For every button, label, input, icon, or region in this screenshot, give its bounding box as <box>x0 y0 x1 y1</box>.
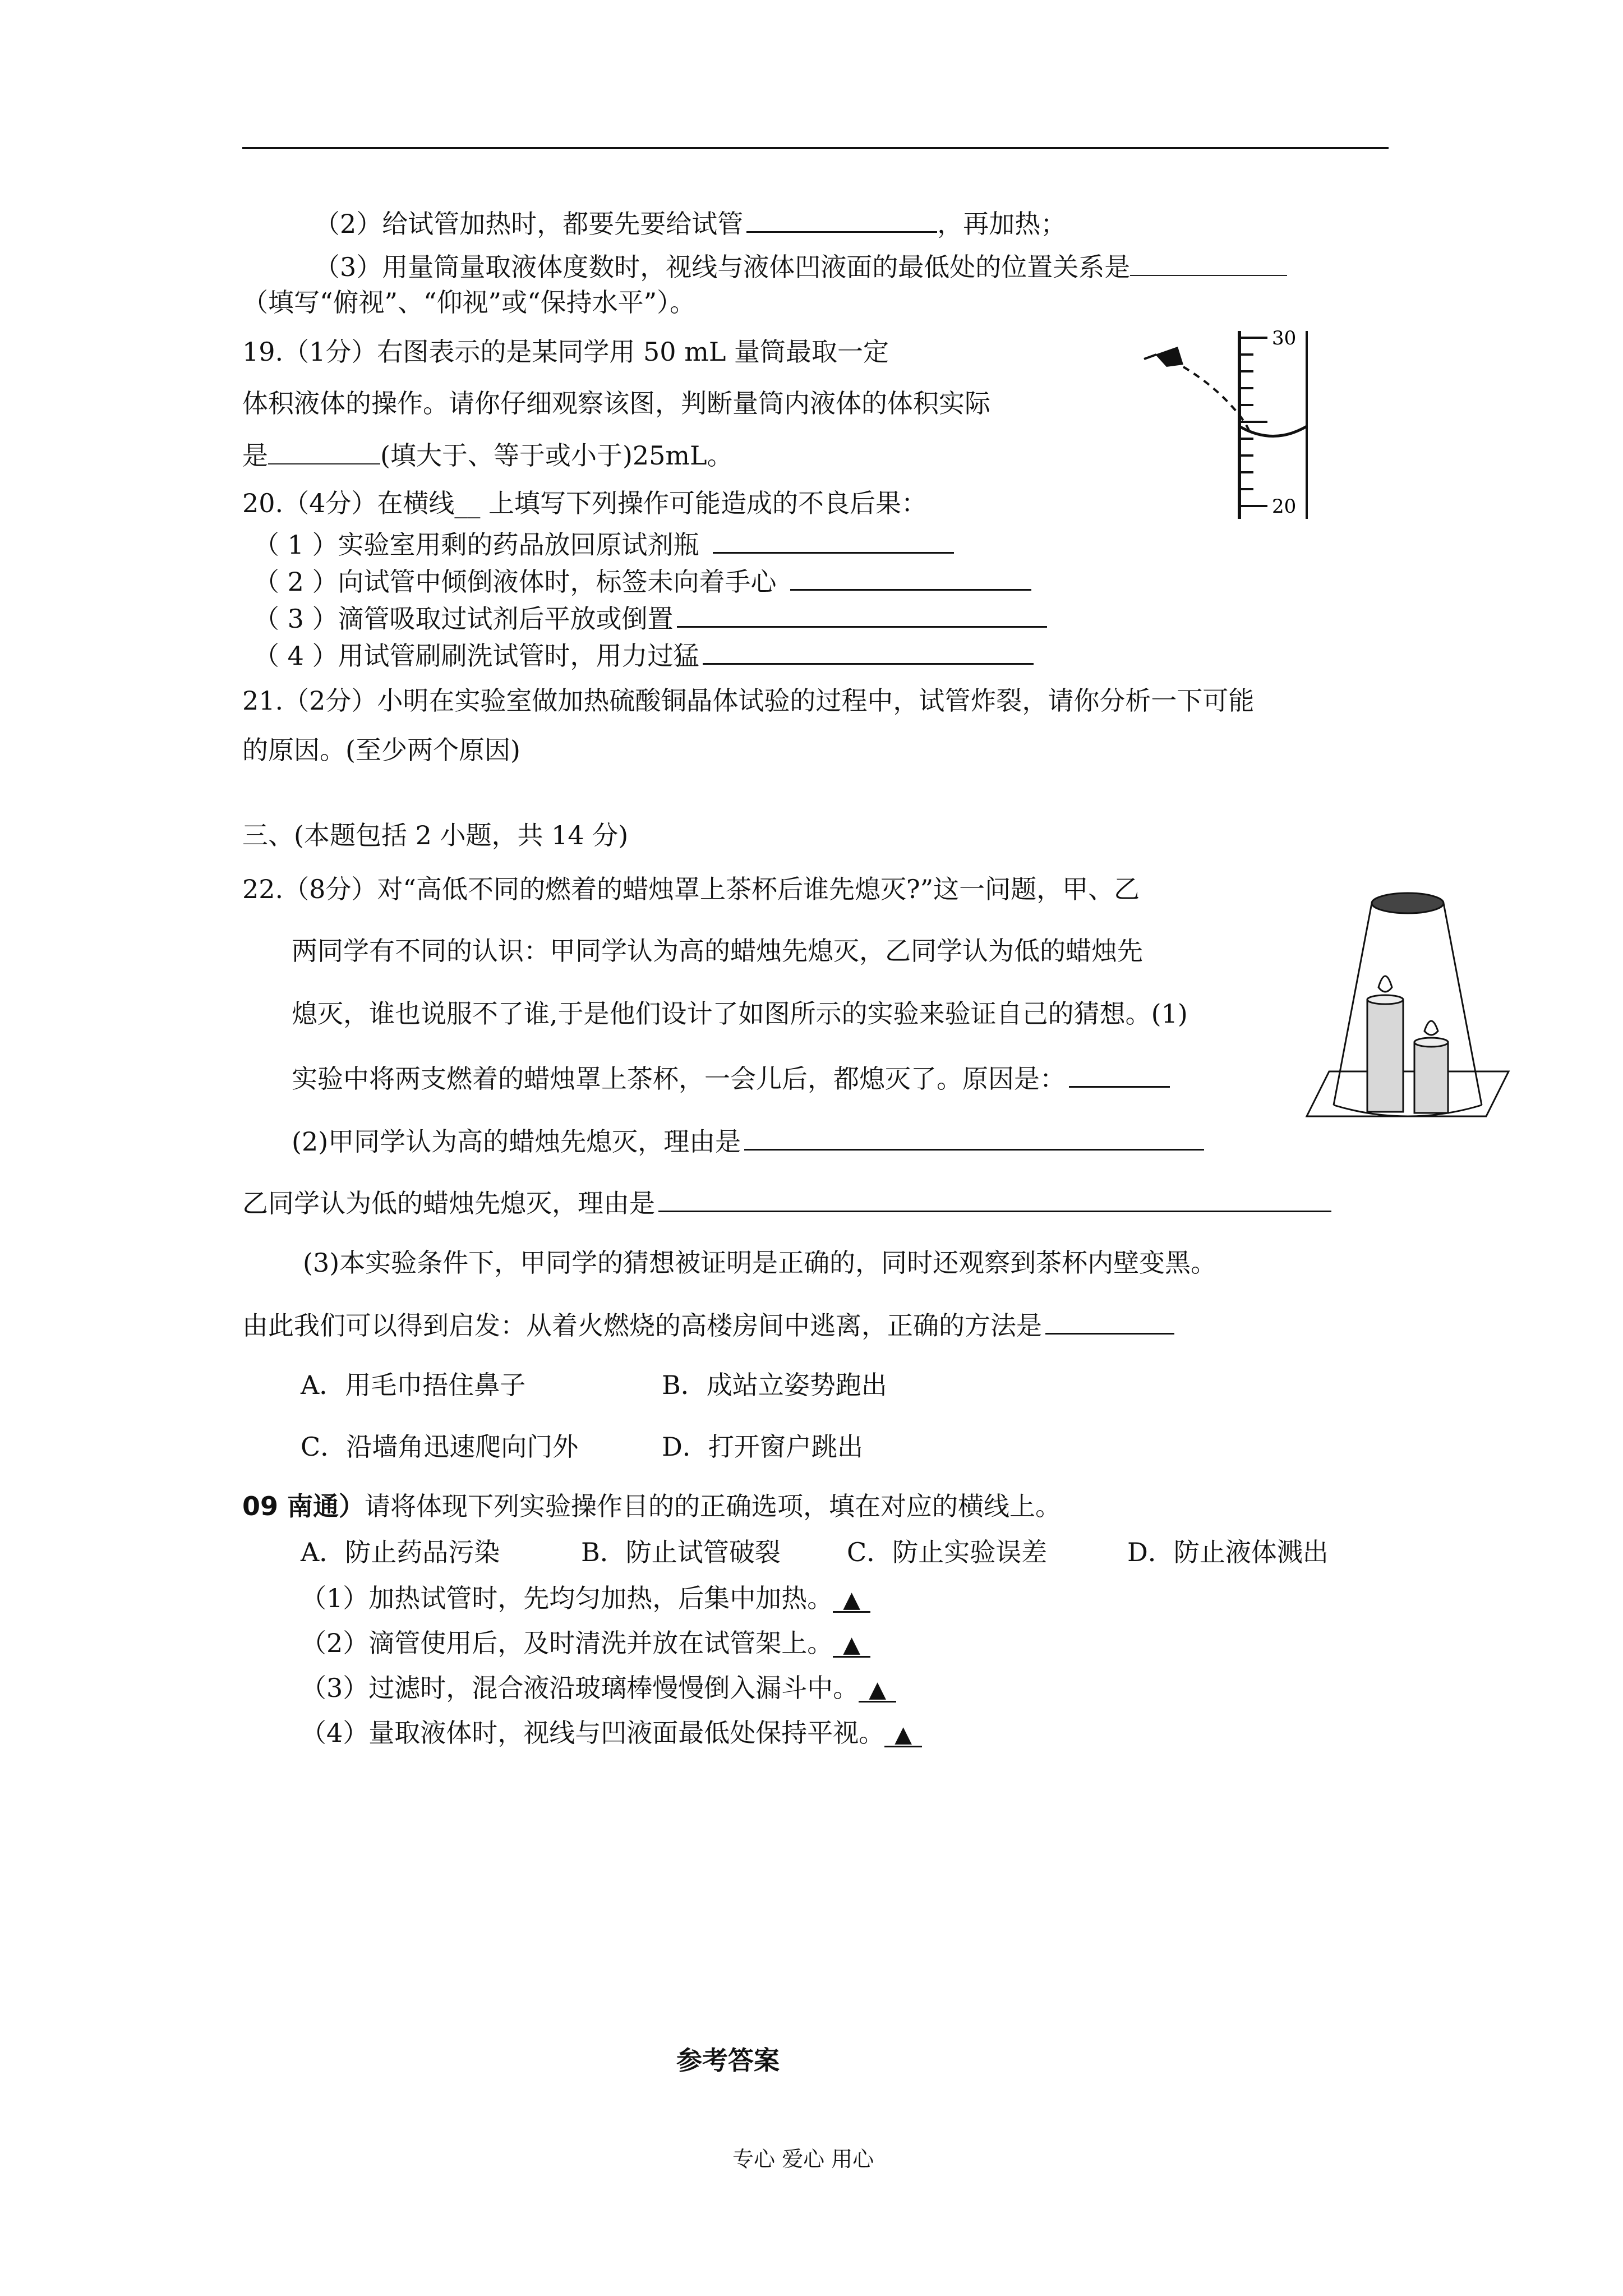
q22-blank-jia[interactable] <box>744 1126 1204 1151</box>
q21-line2: 的原因。(至少两个原因) <box>242 735 520 765</box>
q22-option-a: A．用毛巾捂住鼻子 <box>301 1370 526 1400</box>
nantong-option-b: B．防止试管破裂 <box>581 1537 781 1567</box>
q20-blank-1[interactable] <box>713 530 954 554</box>
cylinder-label-bottom: 20 <box>1272 495 1297 518</box>
q22-line4: 实验中将两支燃着的蜡烛罩上茶杯，一会儿后，都熄灭了。原因是： <box>292 1064 1170 1092</box>
q18-part2-blank[interactable] <box>746 209 937 233</box>
q18-part3-blank[interactable] <box>1130 252 1287 276</box>
q19-line3: 是 (填大于、等于或小于)25mL。 <box>242 440 733 471</box>
graduated-cylinder-figure <box>1122 320 1357 527</box>
meniscus <box>1239 426 1307 436</box>
cylinder-label-top: 30 <box>1272 327 1297 349</box>
tall-candle <box>1367 976 1403 1112</box>
inverted-cup <box>1334 893 1482 1116</box>
section-3-heading: 三、(本题包括 2 小题，共 14 分) <box>242 820 629 850</box>
q22-option-c: C．沿墙角迅速爬向门外 <box>301 1432 579 1462</box>
q19-line2: 体积液体的操作。请你仔细观察该图，判断量筒内液体的体积实际 <box>242 388 990 418</box>
answer-key-title: 参考答案 <box>676 2045 780 2076</box>
q22-line1: 22.（8分）对“高低不同的燃着的蜡烛罩上茶杯后谁先熄灭?”这一问题，甲、乙 <box>242 874 1140 904</box>
q20-blank-4[interactable] <box>703 641 1034 665</box>
nantong-item-2: （2）滴管使用后，及时清洗并放在试管架上。 ▲ <box>301 1630 870 1658</box>
q18-part3-hint: （填写“俯视”、“仰视”或“保持水平”）。 <box>242 287 696 318</box>
nantong-option-c: C．防止实验误差 <box>847 1537 1048 1567</box>
q22-option-d: D．打开窗户跳出 <box>662 1432 863 1462</box>
nantong-tag: 09 南通） <box>242 1491 365 1521</box>
nantong-item-1: （1）加热试管时，先均匀加热，后集中加热。 ▲ <box>301 1585 870 1613</box>
q20-item-3: （ 3 ）滴管吸取过试剂后平放或倒置 <box>253 604 1047 632</box>
q22-line7: (3)本实验条件下，甲同学的猜想被证明是正确的，同时还观察到茶杯内壁变黑。 <box>303 1248 1217 1278</box>
eye-icon <box>1144 347 1183 367</box>
base-plate <box>1307 1071 1509 1116</box>
nantong-question <box>242 1493 1061 1519</box>
q21-line1: 21.（2分）小明在实验室做加热硫酸铜晶体试验的过程中，试管炸裂，请你分析一下可能 <box>242 685 1255 716</box>
q22-line3: 熄灭，谁也说服不了谁,于是他们设计了如图所示的实验来验证自己的猜想。(1) <box>292 999 1188 1029</box>
header-rule <box>242 147 1389 149</box>
nantong-item-4: （4）量取液体时，视线与凹液面最低处保持平视。 ▲ <box>301 1720 922 1747</box>
q22-blank-reason[interactable] <box>1069 1064 1170 1088</box>
q20-item-1: （ 1 ）实验室用剩的药品放回原试剂瓶 <box>253 530 954 558</box>
answer-blank-2[interactable]: ▲ <box>833 1634 870 1658</box>
q18-part2: （2）给试管加热时，都要先要给试管 ，再加热； <box>314 209 1067 239</box>
q19-line1: 19.（1分）右图表示的是某同学用 50 mL 量筒最取一定 <box>242 337 889 367</box>
q18-part3: （3）用量筒量取液体度数时，视线与液体凹液面的最低处的位置关系是 <box>314 252 1287 280</box>
nantong-option-a: A．防止药品污染 <box>301 1537 500 1567</box>
nantong-option-d: D．防止液体溅出 <box>1127 1537 1329 1567</box>
q20-item-4: （ 4 ）用试管刷刷洗试管时，用力过猛 <box>253 641 1034 669</box>
nantong-stem: 请将体现下列实验操作目的的正确选项，填在对应的横线上。 <box>365 1491 1062 1521</box>
short-candle <box>1414 1021 1448 1113</box>
q22-line6: 乙同学认为低的蜡烛先熄灭，理由是 <box>242 1188 1331 1216</box>
candle-experiment-figure <box>1295 881 1520 1139</box>
cylinder-ticks <box>1239 338 1267 506</box>
q22-option-b: B．成站立姿势跑出 <box>662 1370 887 1400</box>
nantong-item-3: （3）过滤时，混合液沿玻璃棒慢慢倒入漏斗中。 ▲ <box>301 1675 896 1703</box>
q22-blank-method[interactable] <box>1045 1310 1174 1335</box>
q20-blank-2[interactable] <box>790 567 1031 591</box>
answer-blank-1[interactable]: ▲ <box>833 1589 870 1613</box>
q22-line5: (2)甲同学认为高的蜡烛先熄灭，理由是 <box>292 1126 1204 1154</box>
q20-stem: 20.（4分）在横线__ 上填写下列操作可能造成的不良后果： <box>242 488 928 518</box>
page-footer: 专心 爱心 用心 <box>732 2147 874 2171</box>
answer-blank-4[interactable]: ▲ <box>884 1723 922 1747</box>
q22-line8: 由此我们可以得到启发：从着火燃烧的高楼房间中逃离，正确的方法是 <box>242 1310 1174 1338</box>
q22-blank-yi[interactable] <box>658 1188 1331 1212</box>
q20-item-2: （ 2 ）向试管中倾倒液体时，标签未向着手心 <box>253 567 1031 595</box>
answer-blank-3[interactable]: ▲ <box>859 1678 896 1703</box>
q20-blank-3[interactable] <box>677 604 1047 628</box>
q22-line2: 两同学有不同的认识：甲同学认为高的蜡烛先熄灭，乙同学认为低的蜡烛先 <box>292 936 1143 966</box>
q19-blank[interactable] <box>268 441 380 464</box>
